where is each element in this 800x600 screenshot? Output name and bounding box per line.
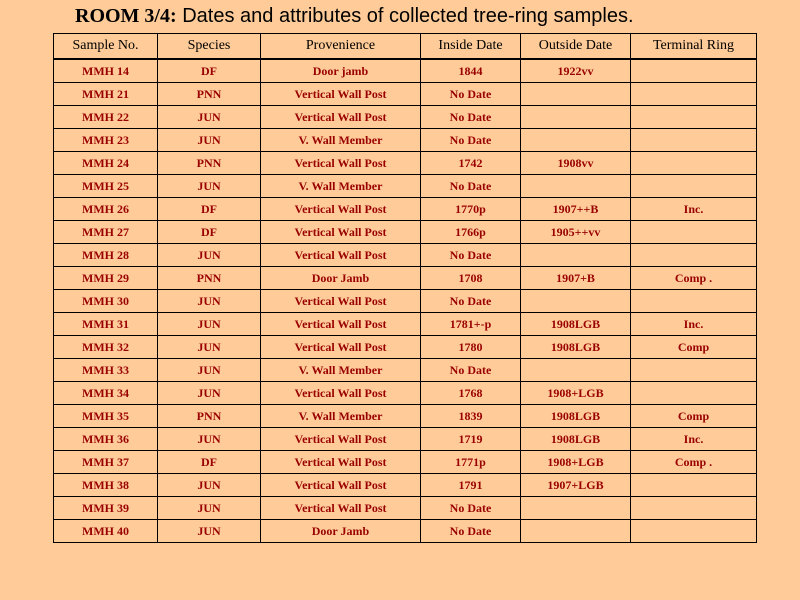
inside-date-cell: 1771p (421, 451, 521, 474)
species-cell: JUN (158, 290, 261, 313)
sample-no-cell: MMH 27 (54, 221, 158, 244)
header-sample-no: Sample No. (54, 34, 158, 60)
table-row (54, 428, 757, 451)
sample-no-cell: MMH 23 (54, 129, 158, 152)
outside-date-cell: 1922vv (521, 59, 631, 83)
table-row (54, 405, 757, 428)
outside-date-cell (521, 129, 631, 152)
terminal-ring-cell: Comp . (631, 451, 757, 474)
terminal-ring-cell (631, 359, 757, 382)
provenience-cell: Vertical Wall Post (261, 313, 421, 336)
inside-date-cell: No Date (421, 290, 521, 313)
sample-no-cell: MMH 24 (54, 152, 158, 175)
provenience-cell: Vertical Wall Post (261, 451, 421, 474)
table-row (54, 290, 757, 313)
outside-date-cell: 1905++vv (521, 221, 631, 244)
sample-no-cell: MMH 35 (54, 405, 158, 428)
sample-no-cell: MMH 37 (54, 451, 158, 474)
species-cell: JUN (158, 474, 261, 497)
inside-date-cell: No Date (421, 175, 521, 198)
terminal-ring-cell (631, 152, 757, 175)
inside-date-cell: 1766p (421, 221, 521, 244)
table-row (54, 497, 757, 520)
inside-date-cell: 1839 (421, 405, 521, 428)
provenience-cell: Vertical Wall Post (261, 382, 421, 405)
outside-date-cell (521, 244, 631, 267)
species-cell: DF (158, 451, 261, 474)
provenience-cell: Vertical Wall Post (261, 474, 421, 497)
sample-no-cell: MMH 31 (54, 313, 158, 336)
terminal-ring-cell (631, 83, 757, 106)
outside-date-cell: 1908LGB (521, 313, 631, 336)
provenience-cell: Door Jamb (261, 267, 421, 290)
species-cell: JUN (158, 428, 261, 451)
header-outside-date: Outside Date (521, 34, 631, 60)
terminal-ring-cell: Inc. (631, 313, 757, 336)
outside-date-cell (521, 497, 631, 520)
header-provenience: Provenience (261, 34, 421, 60)
provenience-cell: Vertical Wall Post (261, 428, 421, 451)
title-text: Dates and attributes of collected tree-ring samples. (176, 5, 634, 27)
provenience-cell: Door Jamb (261, 520, 421, 543)
provenience-cell: Vertical Wall Post (261, 244, 421, 267)
table-row (54, 359, 757, 382)
species-cell: JUN (158, 520, 261, 543)
provenience-cell: Vertical Wall Post (261, 290, 421, 313)
species-cell: DF (158, 198, 261, 221)
species-cell: JUN (158, 359, 261, 382)
species-cell: JUN (158, 497, 261, 520)
inside-date-cell: 1770p (421, 198, 521, 221)
inside-date-cell: No Date (421, 359, 521, 382)
provenience-cell: Vertical Wall Post (261, 336, 421, 359)
outside-date-cell (521, 106, 631, 129)
inside-date-cell: No Date (421, 244, 521, 267)
inside-date-cell: No Date (421, 520, 521, 543)
inside-date-cell: No Date (421, 129, 521, 152)
table-row (54, 382, 757, 405)
terminal-ring-cell (631, 497, 757, 520)
sample-no-cell: MMH 28 (54, 244, 158, 267)
header-species: Species (158, 34, 261, 60)
terminal-ring-cell (631, 221, 757, 244)
terminal-ring-cell (631, 520, 757, 543)
terminal-ring-cell (631, 129, 757, 152)
species-cell: PNN (158, 405, 261, 428)
species-cell: JUN (158, 106, 261, 129)
terminal-ring-cell: Comp . (631, 267, 757, 290)
terminal-ring-cell (631, 290, 757, 313)
provenience-cell: Vertical Wall Post (261, 83, 421, 106)
outside-date-cell: 1908+LGB (521, 382, 631, 405)
inside-date-cell: 1708 (421, 267, 521, 290)
sample-no-cell: MMH 29 (54, 267, 158, 290)
species-cell: PNN (158, 267, 261, 290)
table-row (54, 267, 757, 290)
table-row (54, 336, 757, 359)
sample-no-cell: MMH 21 (54, 83, 158, 106)
table-row (54, 474, 757, 497)
species-cell: PNN (158, 152, 261, 175)
inside-date-cell: No Date (421, 106, 521, 129)
table-row (54, 221, 757, 244)
inside-date-cell: 1780 (421, 336, 521, 359)
provenience-cell: Vertical Wall Post (261, 497, 421, 520)
species-cell: PNN (158, 83, 261, 106)
species-cell: JUN (158, 336, 261, 359)
inside-date-cell: 1844 (421, 59, 521, 83)
table-row (54, 175, 757, 198)
table-row (54, 129, 757, 152)
terminal-ring-cell (631, 244, 757, 267)
outside-date-cell: 1908LGB (521, 428, 631, 451)
terminal-ring-cell: Inc. (631, 428, 757, 451)
species-cell: DF (158, 221, 261, 244)
table-row (54, 520, 757, 543)
samples-table (53, 33, 757, 543)
table-row (54, 313, 757, 336)
table-row (54, 59, 757, 83)
outside-date-cell (521, 520, 631, 543)
sample-no-cell: MMH 25 (54, 175, 158, 198)
sample-no-cell: MMH 36 (54, 428, 158, 451)
header-inside-date: Inside Date (421, 34, 521, 60)
species-cell: JUN (158, 382, 261, 405)
provenience-cell: Vertical Wall Post (261, 221, 421, 244)
terminal-ring-cell (631, 106, 757, 129)
provenience-cell: V. Wall Member (261, 129, 421, 152)
outside-date-cell (521, 290, 631, 313)
inside-date-cell: 1791 (421, 474, 521, 497)
outside-date-cell: 1908+LGB (521, 451, 631, 474)
outside-date-cell: 1907+B (521, 267, 631, 290)
sample-no-cell: MMH 34 (54, 382, 158, 405)
page-title (75, 5, 634, 28)
table-row (54, 244, 757, 267)
outside-date-cell: 1908LGB (521, 336, 631, 359)
terminal-ring-cell (631, 59, 757, 83)
inside-date-cell: 1719 (421, 428, 521, 451)
sample-no-cell: MMH 33 (54, 359, 158, 382)
terminal-ring-cell (631, 474, 757, 497)
sample-no-cell: MMH 14 (54, 59, 158, 83)
provenience-cell: V. Wall Member (261, 405, 421, 428)
species-cell: JUN (158, 129, 261, 152)
header-terminal-ring: Terminal Ring (631, 34, 757, 60)
sample-no-cell: MMH 39 (54, 497, 158, 520)
inside-date-cell: 1781+-p (421, 313, 521, 336)
outside-date-cell: 1907++B (521, 198, 631, 221)
table-row (54, 106, 757, 129)
sample-no-cell: MMH 26 (54, 198, 158, 221)
provenience-cell: Vertical Wall Post (261, 152, 421, 175)
table-body (54, 59, 757, 543)
inside-date-cell: No Date (421, 83, 521, 106)
table-header-row (54, 34, 757, 60)
outside-date-cell (521, 359, 631, 382)
provenience-cell: V. Wall Member (261, 175, 421, 198)
outside-date-cell: 1907+LGB (521, 474, 631, 497)
terminal-ring-cell (631, 175, 757, 198)
outside-date-cell (521, 175, 631, 198)
sample-no-cell: MMH 38 (54, 474, 158, 497)
table-row (54, 451, 757, 474)
sample-no-cell: MMH 40 (54, 520, 158, 543)
outside-date-cell: 1908LGB (521, 405, 631, 428)
species-cell: JUN (158, 313, 261, 336)
inside-date-cell: No Date (421, 497, 521, 520)
sample-no-cell: MMH 32 (54, 336, 158, 359)
terminal-ring-cell: Comp (631, 405, 757, 428)
species-cell: JUN (158, 244, 261, 267)
sample-no-cell: MMH 22 (54, 106, 158, 129)
table-row (54, 152, 757, 175)
inside-date-cell: 1742 (421, 152, 521, 175)
terminal-ring-cell: Comp (631, 336, 757, 359)
terminal-ring-cell: Inc. (631, 198, 757, 221)
outside-date-cell: 1908vv (521, 152, 631, 175)
provenience-cell: Vertical Wall Post (261, 198, 421, 221)
sample-no-cell: MMH 30 (54, 290, 158, 313)
provenience-cell: Door jamb (261, 59, 421, 83)
title-room: ROOM 3/4: (75, 5, 177, 27)
provenience-cell: V. Wall Member (261, 359, 421, 382)
outside-date-cell (521, 83, 631, 106)
table-row (54, 83, 757, 106)
provenience-cell: Vertical Wall Post (261, 106, 421, 129)
inside-date-cell: 1768 (421, 382, 521, 405)
table-row (54, 198, 757, 221)
terminal-ring-cell (631, 382, 757, 405)
species-cell: JUN (158, 175, 261, 198)
species-cell: DF (158, 59, 261, 83)
